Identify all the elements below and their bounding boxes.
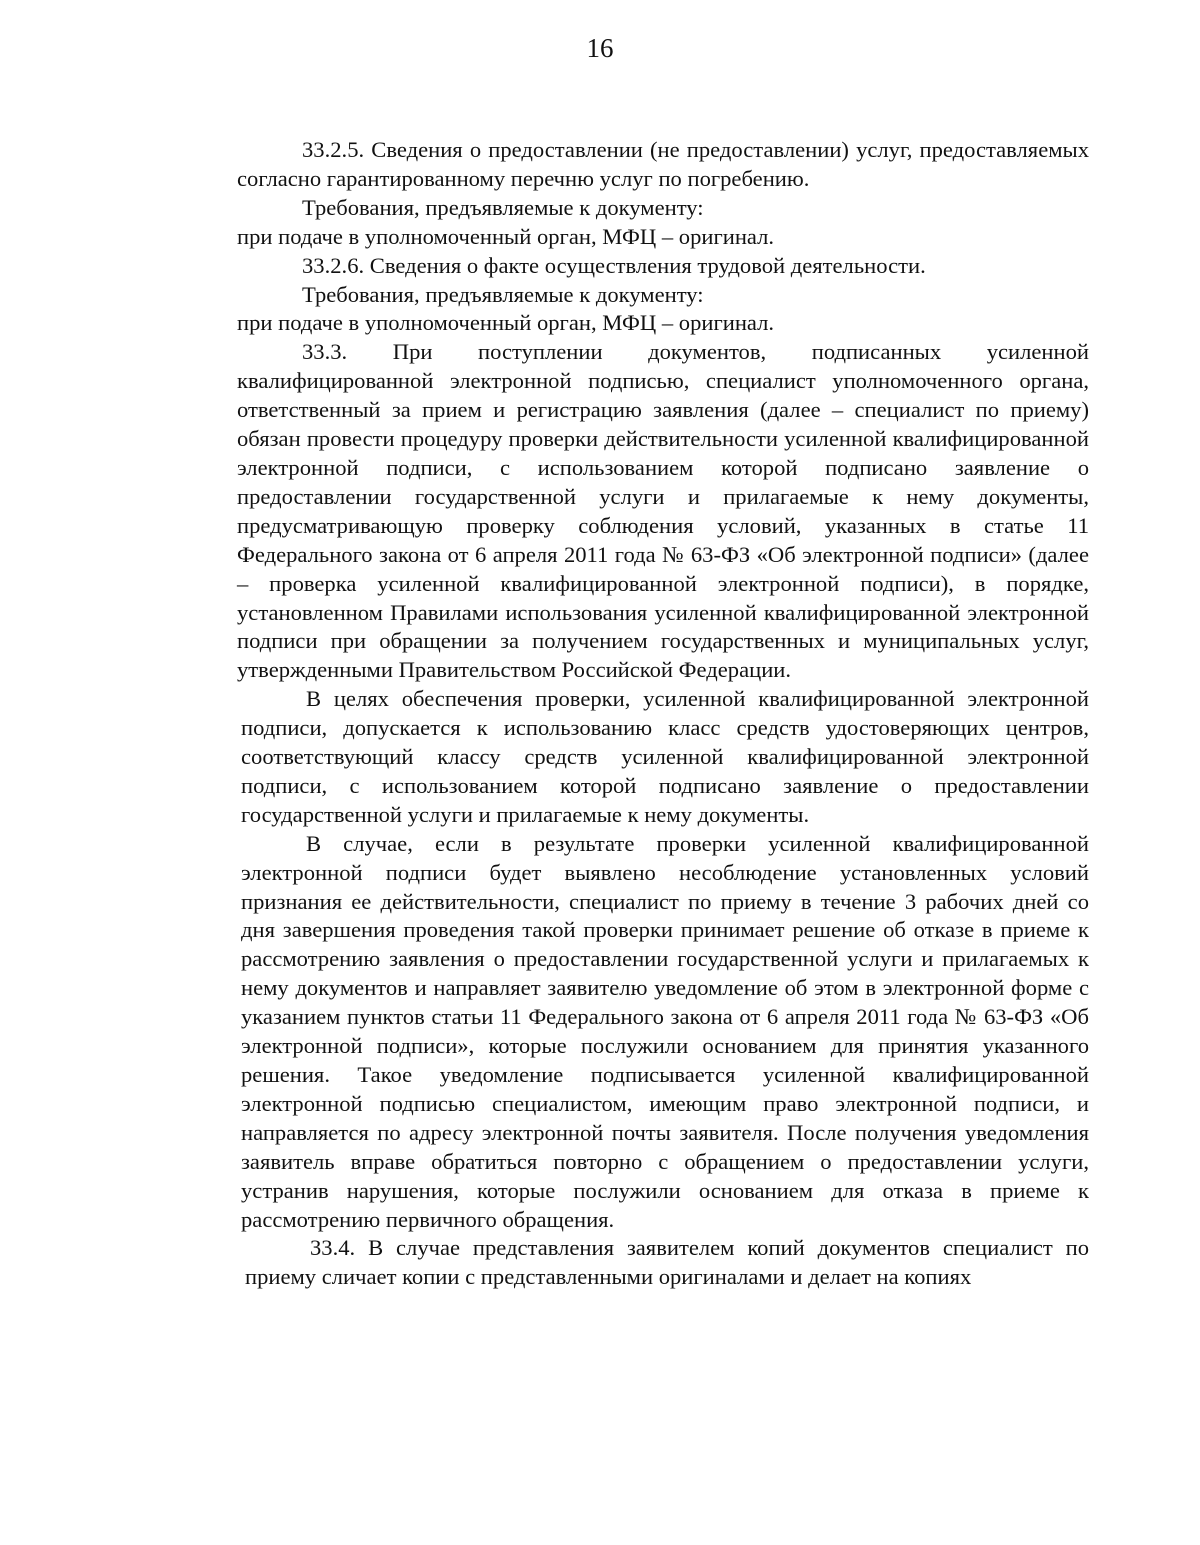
paragraph-33-2-5: 33.2.5. Сведения о предоставлении (не предоставлении) услуг, предоставляемых согласно гарантированному перечню услуг по погребению.: [237, 137, 1089, 191]
paragraph-33-4: 33.4. В случае представления заявителем копий документов специалист по приему сличает копии с представленными оригиналами и делает на копиях: [245, 1235, 1089, 1290]
page-number: 16: [586, 33, 614, 63]
paragraph-requirements-2: Требования, предъявляемые к документу:: [302, 281, 704, 307]
paragraph-33-3: 33.3. При поступлении документов, подписанных усиленной квалифицированной электронной подписью, специалист уполномоченного органа, ответственный за прием и регистрацию заявления (далее – специалист по приему) обязан провести процедуру проверки действительности усиленной квалифицированной электронной подписи, с использованием которой подписано заявление о предоставлении государственной услуги и прилагаемые к нему документы, предусматривающую проверку соблюдения условий, указанных в статье 11 Федерального закона от 6 апреля 2011 года № 63-ФЗ «Об электронной подписи» (далее – проверка усиленной квалифицированной электронной подписи), в порядке, установленном Правилами использования усиленной квалифицированной электронной подписи при обращении за получением государственных и муниципальных услуг, утвержденными Правительством Российской Федерации.: [237, 339, 1089, 683]
paragraph-requirements-1: Требования, предъявляемые к документу:: [302, 194, 704, 220]
paragraph-submission-1: при подаче в уполномоченный орган, МФЦ – оригинал.: [237, 223, 775, 249]
paragraph-verification-tools: В целях обеспечения проверки, усиленной квалифицированной электронной подписи, допускается к использованию класс средств удостоверяющих центров, соответствующий классу средств усиленной квалифицированной электронной подписи, с использованием которой подписано заявление о предоставлении государственной услуги и прилагаемые к нему документы.: [241, 686, 1089, 827]
paragraph-submission-2: при подаче в уполномоченный орган, МФЦ – оригинал.: [237, 310, 775, 336]
paragraph-verification-failure: В случае, если в результате проверки усиленной квалифицированной электронной подписи будет выявлено несоблюдение установленных условий признания ее действительности, специалист по приему в течение 3 рабочих дней со дня завершения проведения такой проверки принимает решение об отказе в приеме к рассмотрению заявления о предоставлении государственной услуги и прилагаемых к нему документов и направляет заявителю уведомление об этом в электронной форме с указанием пунктов статьи 11 Федерального закона от 6 апреля 2011 года № 63-ФЗ «Об электронной подписи», которые послужили основанием для принятия указанного решения. Такое уведомление подписывается усиленной квалифицированной электронной подписью специалистом, имеющим право электронной подписи, и направляется по адресу электронной почты заявителя. После получения уведомления заявитель вправе обратиться повторно с обращением о предоставлении услуги, устранив нарушения, которые послужили основанием для отказа в приеме к рассмотрению первичного обращения.: [241, 830, 1089, 1232]
document-body: [237, 136, 1089, 1292]
paragraph-33-2-6: 33.2.6. Сведения о факте осуществления трудовой деятельности.: [302, 252, 926, 278]
